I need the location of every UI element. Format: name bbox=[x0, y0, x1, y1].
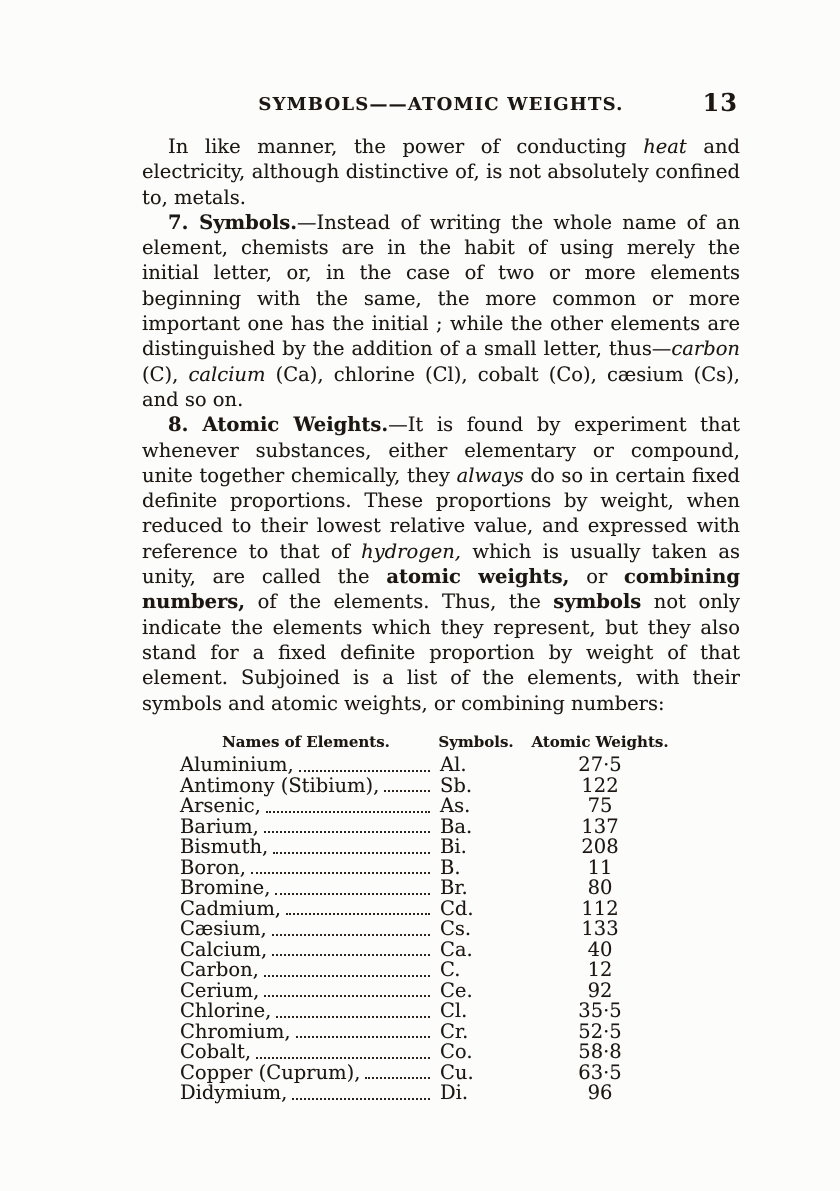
table-row bbox=[180, 1019, 680, 1043]
text-segment: calcium bbox=[188, 362, 266, 386]
text-segment: In like manner, the power of conducting bbox=[168, 135, 644, 158]
element-name: Cerium, bbox=[180, 978, 260, 1002]
leader-dots bbox=[296, 1036, 430, 1038]
leader-dots bbox=[384, 790, 430, 792]
text-segment: hydrogen, bbox=[361, 539, 462, 563]
leader-dots bbox=[264, 975, 430, 977]
element-name-cell bbox=[180, 755, 432, 776]
table-row bbox=[180, 1001, 680, 1022]
atomic-weight: 137 bbox=[581, 814, 619, 838]
text-segment: 7. Symbols. bbox=[168, 210, 298, 234]
atomic-weight: 40 bbox=[587, 937, 613, 961]
element-symbol: Al. bbox=[440, 753, 467, 776]
paragraph-symbols bbox=[142, 210, 740, 412]
atomic-weight: 11 bbox=[587, 855, 613, 879]
element-name-cell bbox=[180, 796, 432, 817]
element-name-cell bbox=[180, 896, 432, 920]
table-row bbox=[180, 878, 680, 899]
element-symbol: Br. bbox=[440, 876, 468, 899]
leader-dots bbox=[272, 934, 430, 936]
element-name: Chromium, bbox=[180, 1019, 291, 1043]
text-segment: do so in certain fixed definite proportions. These proportions by weight, when reduced to their lowest relative value, and expressed with reference to that of bbox=[142, 463, 740, 563]
leader-dots bbox=[264, 831, 430, 833]
element-name: Cobalt, bbox=[180, 1040, 252, 1063]
text-segment: —It is found by experiment that whenever substances, either elementary or compound, unite together chemically, they bbox=[142, 413, 741, 487]
element-name-cell bbox=[180, 937, 432, 961]
element-name: Boron, bbox=[180, 855, 246, 879]
element-name-cell bbox=[180, 1060, 432, 1084]
text-segment: and electricity, although distinctive of, is not absolutely confined to, metals. bbox=[142, 135, 740, 209]
element-name: Barium, bbox=[180, 814, 259, 838]
element-symbol: B. bbox=[440, 855, 461, 879]
atomic-weight: 112 bbox=[581, 896, 619, 920]
element-symbol: Bi. bbox=[440, 835, 467, 858]
paragraph-atomic-weights bbox=[142, 412, 740, 716]
leader-dots bbox=[264, 995, 430, 997]
table-row bbox=[180, 919, 680, 940]
leader-dots bbox=[256, 1057, 430, 1059]
text-segment: heat bbox=[643, 135, 687, 158]
leader-dots bbox=[365, 1077, 430, 1079]
atomic-weight: 75 bbox=[587, 794, 613, 817]
text-segment: —Instead of writing the whole name of an element, chemists are in the habit of using merely the initial letter, or, in the case of two or more elements beginning with the same, the more common or more important one has the initial ; while the other elements are distinguished by the addition of a small letter, thus— bbox=[142, 210, 740, 361]
leader-dots bbox=[266, 811, 430, 813]
text-segment: (C), bbox=[142, 362, 189, 386]
atomic-weight: 27·5 bbox=[578, 753, 622, 776]
element-name: Arsenic, bbox=[180, 794, 261, 817]
element-name: Cæsium, bbox=[180, 917, 267, 940]
element-symbol: Sb. bbox=[440, 773, 473, 797]
element-name: Cadmium, bbox=[180, 896, 282, 920]
element-symbol: Cu. bbox=[440, 1060, 474, 1084]
table-row bbox=[180, 1042, 680, 1063]
atomic-weight: 35·5 bbox=[578, 999, 622, 1022]
element-symbol: Cl. bbox=[440, 999, 468, 1022]
text-segment: combining numbers, bbox=[142, 565, 740, 614]
atomic-weight: 92 bbox=[587, 978, 613, 1002]
atomic-weight: 63·5 bbox=[578, 1060, 622, 1084]
element-name-cell bbox=[180, 837, 432, 858]
element-name-cell bbox=[180, 960, 432, 981]
element-symbol: Cd. bbox=[440, 896, 474, 920]
table-row bbox=[180, 837, 680, 858]
table-row bbox=[180, 814, 680, 838]
table-row bbox=[180, 1060, 680, 1084]
element-name: Aluminium, bbox=[180, 753, 294, 776]
text-segment: (Ca), chlorine (Cl), cobalt (Co), cæsium (Cs), and so on. bbox=[142, 362, 740, 411]
text-segment: not only indicate the elements which they represent, but they also stand for a fixed definite proportion by weight of that element. Subjoined is a list of the elements, with their symbols and atomic weights, or combining numbers: bbox=[142, 590, 741, 715]
page-number: 13 bbox=[702, 88, 738, 117]
leader-dots bbox=[299, 770, 430, 772]
element-name-cell bbox=[180, 1083, 432, 1104]
element-name-cell bbox=[180, 814, 432, 838]
atomic-weight: 52·5 bbox=[578, 1019, 622, 1043]
element-symbol: Co. bbox=[440, 1040, 473, 1063]
element-name-cell bbox=[180, 1042, 432, 1063]
leader-dots bbox=[292, 1098, 430, 1100]
element-name-cell bbox=[180, 773, 432, 797]
table-row bbox=[180, 937, 680, 961]
element-symbol: Ce. bbox=[440, 978, 473, 1002]
atomic-weight: 12 bbox=[587, 958, 613, 981]
element-symbol: Ba. bbox=[440, 814, 473, 838]
element-name-cell bbox=[180, 919, 432, 940]
element-name: Antimony (Stibium), bbox=[180, 773, 380, 797]
leader-dots bbox=[273, 852, 430, 854]
atomic-weight: 58·8 bbox=[578, 1040, 622, 1063]
table-rows bbox=[180, 755, 680, 1104]
element-symbol: Cs. bbox=[440, 917, 472, 940]
atomic-weight: 80 bbox=[587, 876, 613, 899]
text-segment: always bbox=[456, 463, 524, 487]
table-row bbox=[180, 796, 680, 817]
element-name: Bromine, bbox=[180, 876, 271, 899]
text-segment: 8. Atomic Weights. bbox=[168, 413, 389, 437]
body-text bbox=[142, 134, 740, 716]
running-head bbox=[142, 88, 740, 124]
element-name-cell bbox=[180, 1001, 432, 1022]
table-row bbox=[180, 755, 680, 776]
column-header-weights: Atomic Weights. bbox=[531, 733, 669, 751]
element-symbol: C. bbox=[440, 958, 461, 981]
element-symbol: Ca. bbox=[440, 937, 473, 961]
element-symbol: Cr. bbox=[440, 1019, 469, 1043]
text-segment: which is usually taken as unity, are called the bbox=[142, 539, 740, 589]
text-segment: of the elements. Thus, the bbox=[245, 590, 554, 614]
element-name-cell bbox=[180, 1019, 432, 1043]
leader-dots bbox=[251, 872, 430, 874]
table-row bbox=[180, 960, 680, 981]
column-header-symbols: Symbols. bbox=[438, 733, 514, 751]
element-name: Carbon, bbox=[180, 958, 259, 981]
column-header-names: Names of Elements. bbox=[222, 733, 390, 751]
element-name: Didymium, bbox=[180, 1081, 288, 1104]
element-symbol: Di. bbox=[440, 1081, 469, 1104]
text-segment: symbols bbox=[553, 590, 642, 614]
elements-table bbox=[180, 733, 680, 1104]
element-name: Chlorine, bbox=[180, 999, 272, 1022]
element-name: Calcium, bbox=[180, 937, 268, 961]
table-header-row bbox=[180, 733, 680, 751]
element-name: Copper (Cuprum), bbox=[180, 1060, 361, 1084]
element-name-cell bbox=[180, 978, 432, 1002]
atomic-weight: 208 bbox=[581, 835, 619, 858]
text-segment: or bbox=[569, 565, 625, 589]
leader-dots bbox=[276, 1016, 430, 1018]
leader-dots bbox=[286, 913, 430, 915]
element-name-cell bbox=[180, 878, 432, 899]
running-head-title: SYMBOLS——ATOMIC WEIGHTS. bbox=[258, 94, 624, 115]
table-row bbox=[180, 855, 680, 879]
element-name: Bismuth, bbox=[180, 835, 269, 858]
table-row bbox=[180, 1083, 680, 1104]
atomic-weight: 133 bbox=[581, 917, 619, 940]
text-segment: atomic weights, bbox=[386, 565, 570, 589]
element-symbol: As. bbox=[440, 794, 471, 817]
atomic-weight: 122 bbox=[581, 773, 619, 797]
table-row bbox=[180, 773, 680, 797]
text-segment: carbon bbox=[671, 337, 740, 361]
atomic-weight: 96 bbox=[587, 1081, 613, 1104]
element-name-cell bbox=[180, 855, 432, 879]
leader-dots bbox=[275, 893, 430, 895]
table-row bbox=[180, 896, 680, 920]
leader-dots bbox=[272, 954, 430, 956]
paragraph-intro bbox=[142, 134, 740, 210]
table-row bbox=[180, 978, 680, 1002]
